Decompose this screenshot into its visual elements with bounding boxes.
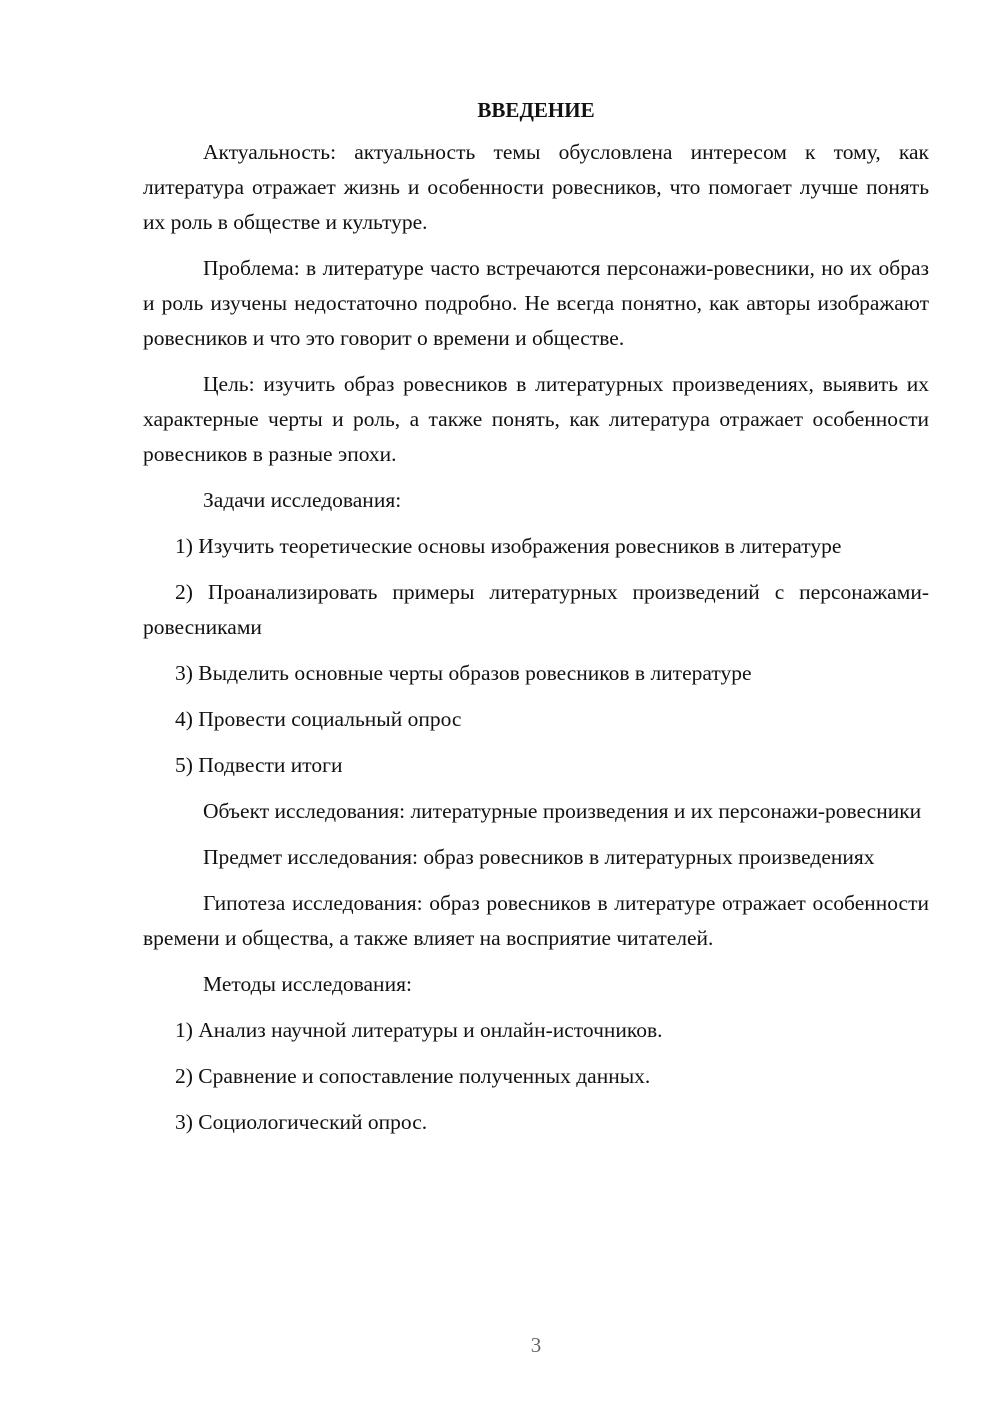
subject-paragraph: Предмет исследования: образ ровесников в литературных произведениях [203,845,875,869]
page-number: 3 [530,1333,542,1357]
tasks-list [143,529,929,783]
task-item: 1) Изучить теоретические основы изображения ровесников в литературе [175,534,842,558]
object-paragraph: Объект исследования: литературные произведения и их персонажи-ровесники [203,799,922,823]
method-item: 1) Анализ научной литературы и онлайн-источников. [175,1018,663,1042]
relevance-paragraph: Актуальность: актуальность темы обусловлена интересом к тому, как литература отражает жизнь и особенности ровесников, что помогает лучше понять их роль в обществе и культуре. [143,140,929,234]
task-item: 3) Выделить основные черты образов ровесников в литературе [175,661,752,685]
task-item: 2) Проанализировать примеры литературных произведений с персонажами-ровесниками [143,580,929,639]
methods-heading: Методы исследования: [203,972,412,996]
hypothesis-paragraph: Гипотеза исследования: образ ровесников в литературе отражает особенности времени и общества, а также влияет на восприятие читателей. [143,891,929,950]
method-item: 3) Социологический опрос. [175,1110,428,1134]
tasks-heading: Задачи исследования: [203,488,402,512]
problem-paragraph: Проблема: в литературе часто встречаются персонажи-ровесники, но их образ и роль изучены недостаточно подробно. Не всегда понятно, как авторы изображают ровесников и что это говорит о времени и обществе. [143,256,929,350]
goal-paragraph: Цель: изучить образ ровесников в литературных произведениях, выявить их характерные черты и роль, а также понять, как литература отражает особенности ровесников в разные эпохи. [143,372,929,466]
task-item: 5) Подвести итоги [175,753,343,777]
section-title: ВВЕДЕНИЕ [477,98,595,122]
method-item: 2) Сравнение и сопоставление полученных данных. [175,1064,651,1088]
document-page [143,95,929,1151]
methods-list [143,1013,929,1140]
task-item: 4) Провести социальный опрос [175,707,462,731]
